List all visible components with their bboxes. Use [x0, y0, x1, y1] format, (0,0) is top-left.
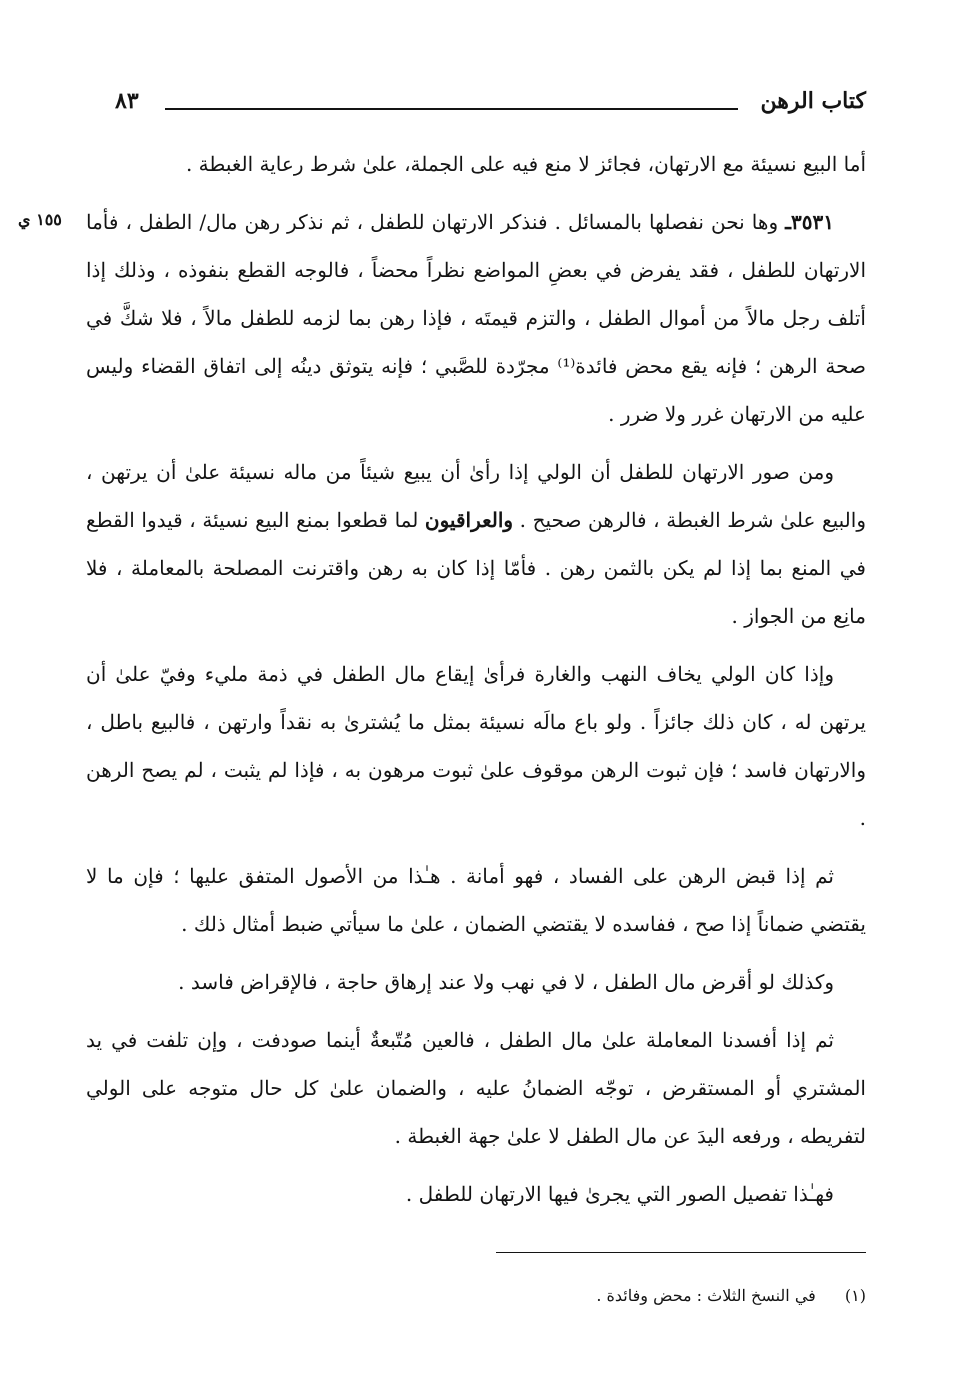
- margin-note: ١٥٥ ي: [18, 210, 62, 229]
- paragraph-text: ثم إذا قبض الرهن على الفساد ، فهو أمانة . هـٰذا من الأصول المتفق عليها ؛ فإن ما لا يقتضي ضماناً إذا صح ، ففاسده لا يقتضي الضمان ، علىٰ ما سيأتي ضبط أمثال ذلك .: [86, 864, 866, 936]
- footnote-text: في النسخ الثلاث : محض وفائدة .: [596, 1286, 816, 1305]
- footnote-rule: [496, 1252, 866, 1253]
- footnote: [596, 1286, 866, 1305]
- paragraph-text: ومن صور الارتهان للطفل أن الولي إذا رأىٰ أن يبيع شيئاً من ماله نسيئة علىٰ أن يرتهن ، والبيع علىٰ شرط الغبطة ، فالرهن صحيح .: [86, 460, 866, 532]
- paragraph-6: [86, 958, 866, 1006]
- paragraph-8: [86, 1170, 866, 1218]
- paragraph-text: وها نحن نفصلها بالمسائل . فنذكر الارتهان للطفل ، ثم نذكر رهن مال/ الطفل ، فأما الارتهان للطفل ، فقد يفرض في بعضِ المواضع نظراً محضاً ، فالوجه القطع بنفوذه ، وذلك إذا أتلف رجل مالاً من أموال الطفل ، والتزم قيمتَه ، فإذا رهن بما لزمه للطفل مالاً ، فلا شكَّ في صحة الرهن ؛ فإنه يقع محض فائدة⁽¹⁾ مجرّدة للصَّبي ؛ فإنه يتوثق دينُه إلى اتفاق القضاء وليس عليه من الارتهان غرر ولا ضرر .: [86, 210, 866, 426]
- paragraph-text: ثم إذا أفسدنا المعاملة علىٰ مال الطفل ، فالعين مُتّبعةٌ أينما صودفت ، وإن تلفت في يد المشتري أو المستقرض ، توجّه الضمانُ عليه ، والضمان علىٰ كل حال متوجه على الولي لتفريطه ، ورفعه اليدَ عن مال الطفل لا علىٰ جهة الغبطة .: [86, 1028, 866, 1148]
- page-number: ٨٣: [115, 88, 139, 114]
- paragraph-4: [86, 650, 866, 842]
- paragraph-text: أما البيع نسيئة مع الارتهان، فجائز لا منع فيه على الجملة، علىٰ شرط رعاية الغبطة .: [185, 152, 866, 176]
- paragraph-3: [86, 448, 866, 640]
- running-header: [115, 88, 866, 124]
- chapter-title: كتاب الرهن: [760, 88, 866, 114]
- paragraph-7: [86, 1016, 866, 1160]
- bold-term: والعراقيون: [424, 508, 514, 532]
- paragraph-text: وكذلك لو أقرض مال الطفل ، لا في نهب ولا عند إرهاق حاجة ، فالإقراض فاسد .: [178, 970, 834, 994]
- footnote-marker: (١): [844, 1286, 866, 1305]
- issue-number: ٣٥٣١ـ: [785, 210, 834, 234]
- paragraph-text-continued: لما قطعوا بمنع البيع نسيئة ، قيدوا القطع في المنع بما إذا لم يكن بالثمن رهن . فأمّا إذا كان به رهن واقترنت المصلحة بالمعاملة ، فلا مانِع من الجواز .: [86, 508, 866, 628]
- paragraph-2: [86, 198, 866, 438]
- paragraph-text: وإذا كان الولي يخاف النهب والغارة فرأىٰ إيقاع مال الطفل في ذمة مليء وفيّ علىٰ أن يرتهن له ، كان ذلك جائزاً . ولو باع مالَه نسيئة بمثل ما يُشترىٰ به نقداً وارتهن ، فالبيع باطل ، والارتهان فاسد ؛ فإن ثبوت الرهن موقوف علىٰ ثبوت مرهون به ، فإذا لم يثبت ، لم يصح الرهن .: [86, 662, 866, 830]
- header-rule: [165, 108, 738, 110]
- paragraph-5: [86, 852, 866, 948]
- paragraph-text: فهـٰذا تفصيل الصور التي يجرىٰ فيها الارتهان للطفل .: [405, 1182, 834, 1206]
- main-text: [86, 140, 866, 1228]
- paragraph-1: [86, 140, 866, 188]
